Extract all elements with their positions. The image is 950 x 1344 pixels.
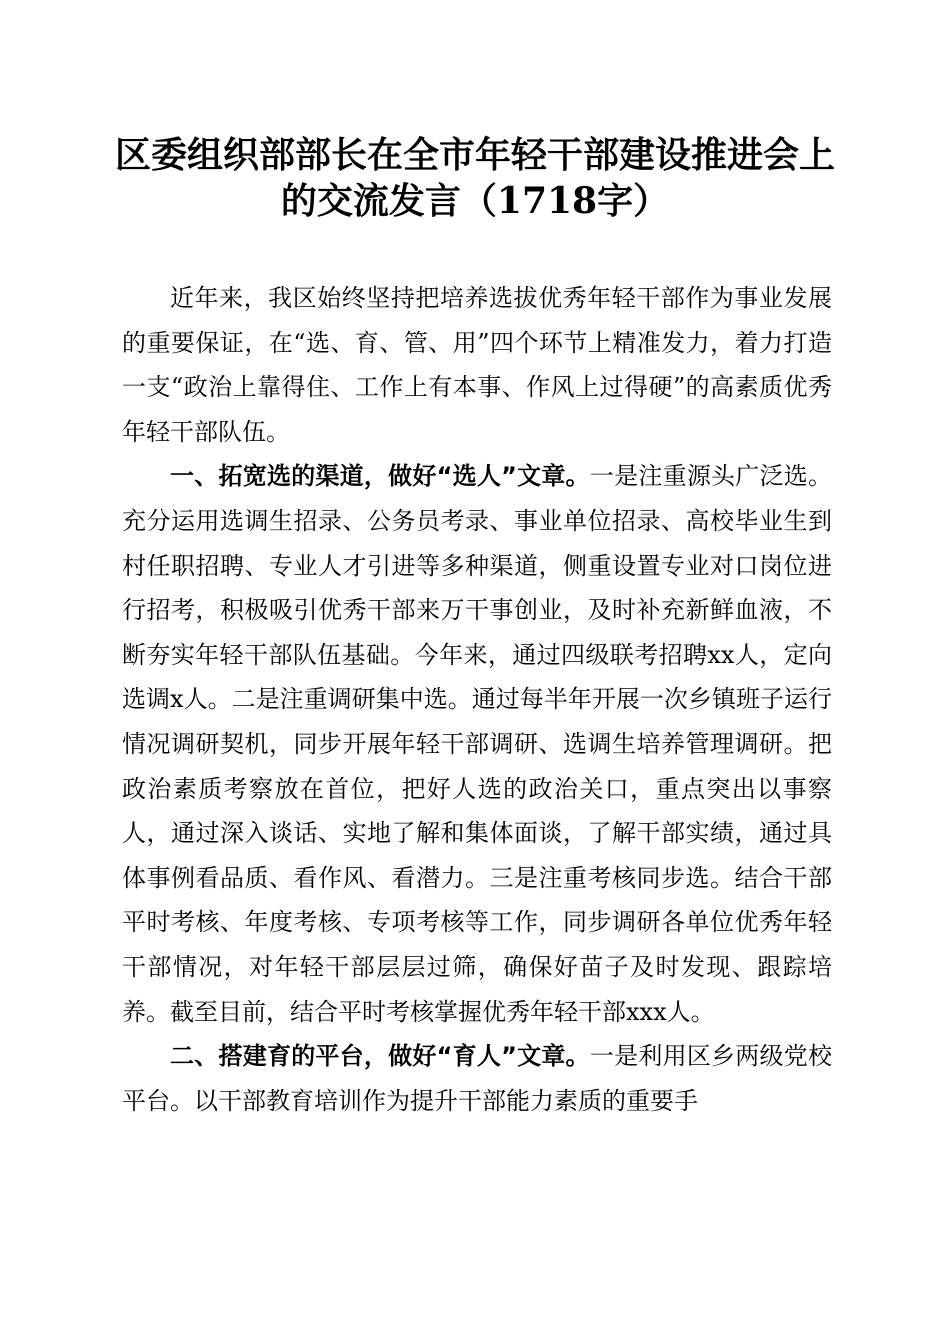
document-body [122,276,832,1123]
title-line-2: 的交流发言（1718字） [280,180,670,222]
section-one-paragraph [122,454,832,1034]
section-two-paragraph [122,1034,832,1123]
section-two-heading: 二、搭建育的平台，做好“育人”文章。 [170,1042,590,1071]
section-one-heading: 一、拓宽选的渠道，做好“选人”文章。 [170,462,590,491]
intro-paragraph [122,276,832,454]
section-one-text: 一是注重源头广泛选。充分运用选调生招录、公务员考录、事业单位招录、高校毕业生到村任职招聘、专业人才引进等多种渠道，侧重设置专业对口岗位进行招考，积极吸引优秀干部来万干事创业，及时补充新鲜血液，不断夯实年轻干部队伍基础。今年来，通过四级联考招聘xx人，定向选调x人。二是注重调研集中选。通过每半年开展一次乡镇班子运行情况调研契机，同步开展年轻干部调研、选调生培养管理调研。把政治素质考察放在首位，把好人选的政治关口，重点突出以事察人，通过深入谈话、实地了解和集体面谈，了解干部实绩，通过具体事例看品质、看作风、看潜力。三是注重考核同步选。结合干部平时考核、年度考核、专项考核等工作，同步调研各单位优秀年轻干部情况，对年轻干部层层过筛，确保好苗子及时发现、跟踪培养。截至目前，结合平时考核掌握优秀年轻干部xxx人。 [122,462,833,1026]
document-title [0,132,950,224]
section-two-text: 一是利用区乡两级党校平台。以干部教育培训作为提升干部能力素质的重要手 [122,1042,833,1115]
intro-paragraph-text: 近年来，我区始终坚持把培养选拔优秀年轻干部作为事业发展的重要保证，在“选、育、管、用”四个环节上精准发力，着力打造一支“政治上靠得住、工作上有本事、作风上过得硬”的高素质优秀年轻干部队伍。 [122,284,832,446]
title-line-1: 区委组织部部长在全市年轻干部建设推进会上 [114,134,835,176]
